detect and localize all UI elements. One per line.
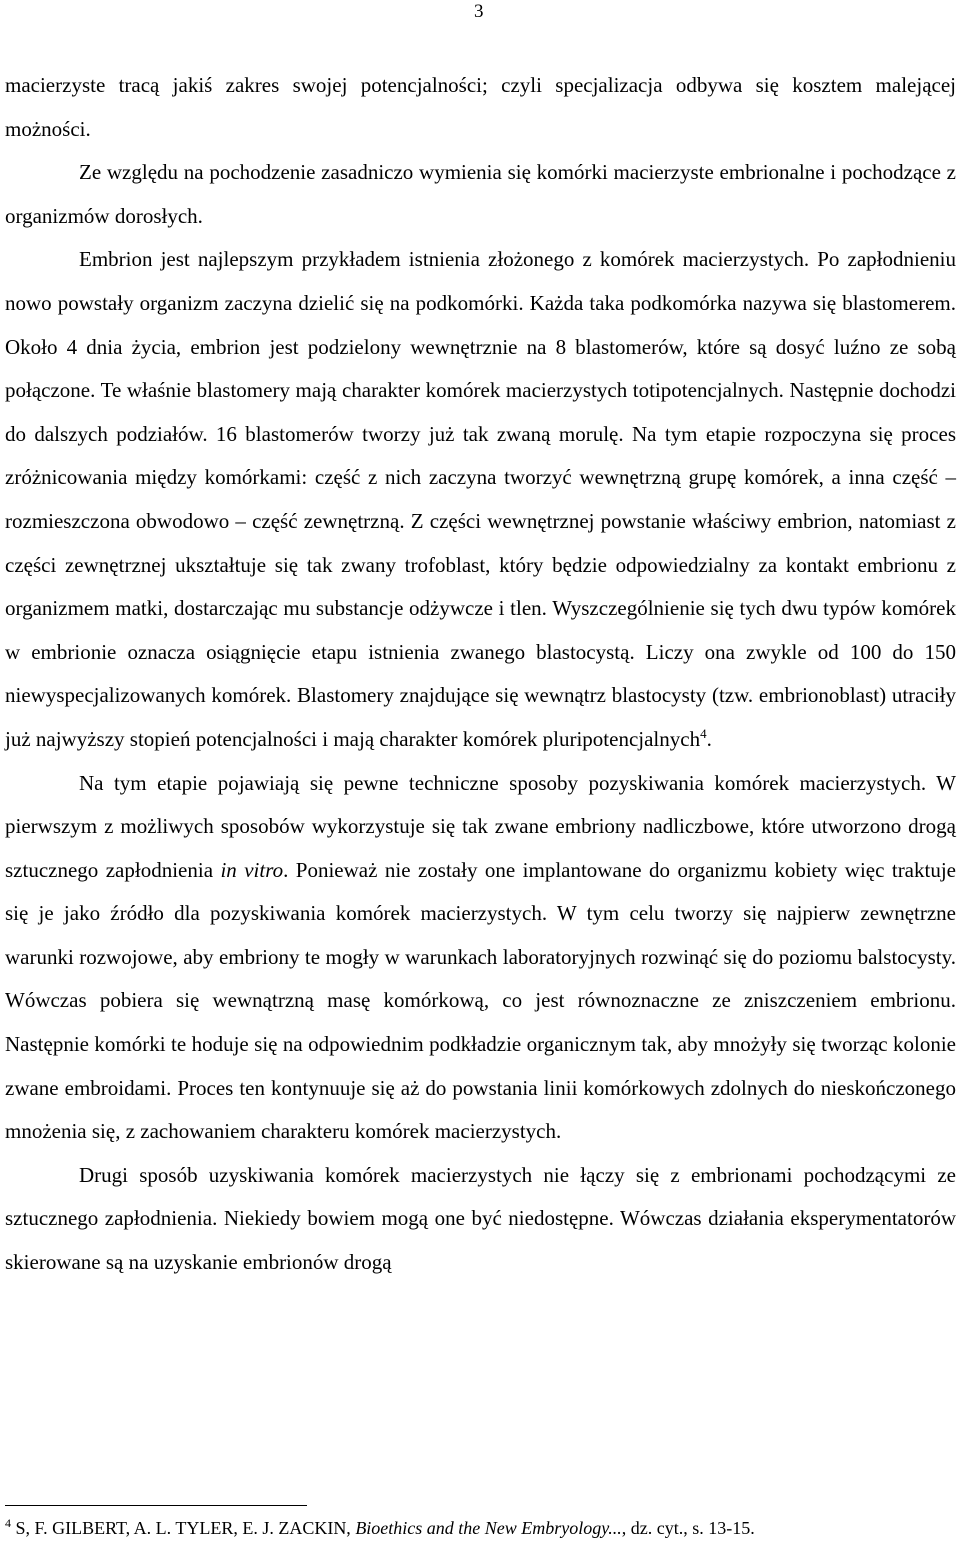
paragraph-methods (5, 762, 956, 1154)
footnote-separator (5, 1505, 307, 1506)
footnote (5, 1516, 956, 1540)
paragraph-second-method: Drugi sposób uzyskiwania komórek macierzystych nie łączy się z embrionami pochodzącymi ze sztucznego zapłodnienia. Niekiedy bowiem mogą one być niedostępne. Wówczas działania eksperymentatorów skierowane są na uzyskanie embrionów drogą (5, 1162, 956, 1275)
paragraph-embryo-end: . (706, 726, 712, 751)
page-number: 3 (474, 1, 484, 22)
paragraph-methods-text-b: . Ponieważ nie zostały one implantowane do organizmu kobiety więc traktuje się je jako źródło dla pozyskiwania komórek macierzystych. W tym celu tworzy się najpierw zewnętrzne warunki rozwojowe, aby embriony te mogły w warunkach laboratoryjnych rozwinąć się do poziomu balstocysty. Wówczas pobiera się wewnątrzną masę komórkową, co jest równoznaczne ze zniszczeniem embrionu. Następnie komórki te hoduje się na odpowiednim podkładzie organicznym tak, aby mnożyły się tworząc kolonie zwane embroidami. Proces ten kontynuuje się aż do powstania linii komórkowych zdolnych do nieskończonego mnożenia się, z zachowaniem charakteru komórek macierzystych. (5, 857, 956, 1144)
paragraph-embryo-text: Embrion jest najlepszym przykładem istnienia złożonego z komórek macierzystych. Po zapłodnieniu nowo powstały organizm zaczyna dzielić się na podkomórki. Każda taka podkomórka nazywa się blastomerem. Około 4 dnia życia, embrion jest podzielony wewnętrznie na 8 blastomerów, które są dosyć luźno ze sobą połączone. Te właśnie blastomery mają charakter komórek macierzystych totipotencjalnych. Następnie dochodzi do dalszych podziałów. 16 blastomerów tworzy już tak zwaną morulę. Na tym etapie rozpoczyna się proces zróżnicowania między komórkami: część z nich zaczyna tworzyć wewnętrzną grupę komórek, a inna część – rozmieszczona obwodowo – część zewnętrzną. Z części wewnętrznej powstanie właściwy embrion, natomiast z części zewnętrznej ukształtuje się tak zwany trofoblast, który będzie odpowiedzialny za kontakt embrionu z organizmem matki, dostarczając mu substancje odżywcze i tlen. Wyszczególnienie się tych dwu typów komórek w embrionie oznacza osiągnięcie etapu istnienia zwanego blastocystą. Liczy ona zwykle od 100 do 150 niewyspecjalizowanych komórek. Blastomery znajdujące się wewnątrz blastocysty (tzw. embrionoblast) utraciły już najwyższy stopień potencjalności i mają charakter komórek pluripotencjalnych (5, 247, 956, 751)
footnote-marker: 4 (5, 1516, 11, 1530)
paragraph-methods-text-a: Na tym etapie pojawiają się pewne techniczne sposoby pozyskiwania komórek macierzystych. W pierwszym z możliwych sposobów wykorzystuje się tak zwane embriony nadliczbowe, które utworzono drogą sztucznego zapłodnienia (5, 770, 956, 882)
footnote-authors: S, F. GILBERT, A. L. TYLER, E. J. ZACKIN, (11, 1518, 356, 1538)
footnote-rest: , dz. cyt., s. 13-15. (621, 1518, 755, 1538)
paragraph-continuation: macierzyste tracą jakiś zakres swojej potencjalności; czyli specjalizacja odbywa się kosztem malejącej możności. (5, 73, 956, 141)
paragraph-origin: Ze względu na pochodzenie zasadniczo wymienia się komórki macierzyste embrionalne i pochodzące z organizmów dorosłych. (5, 160, 956, 228)
in-vitro-term: in vitro (220, 857, 284, 882)
footnote-title: Bioethics and the New Embryology... (355, 1518, 622, 1538)
footnote-reference: 4 (700, 725, 707, 741)
body-text (5, 64, 956, 1285)
paragraph-embryo (5, 238, 956, 761)
